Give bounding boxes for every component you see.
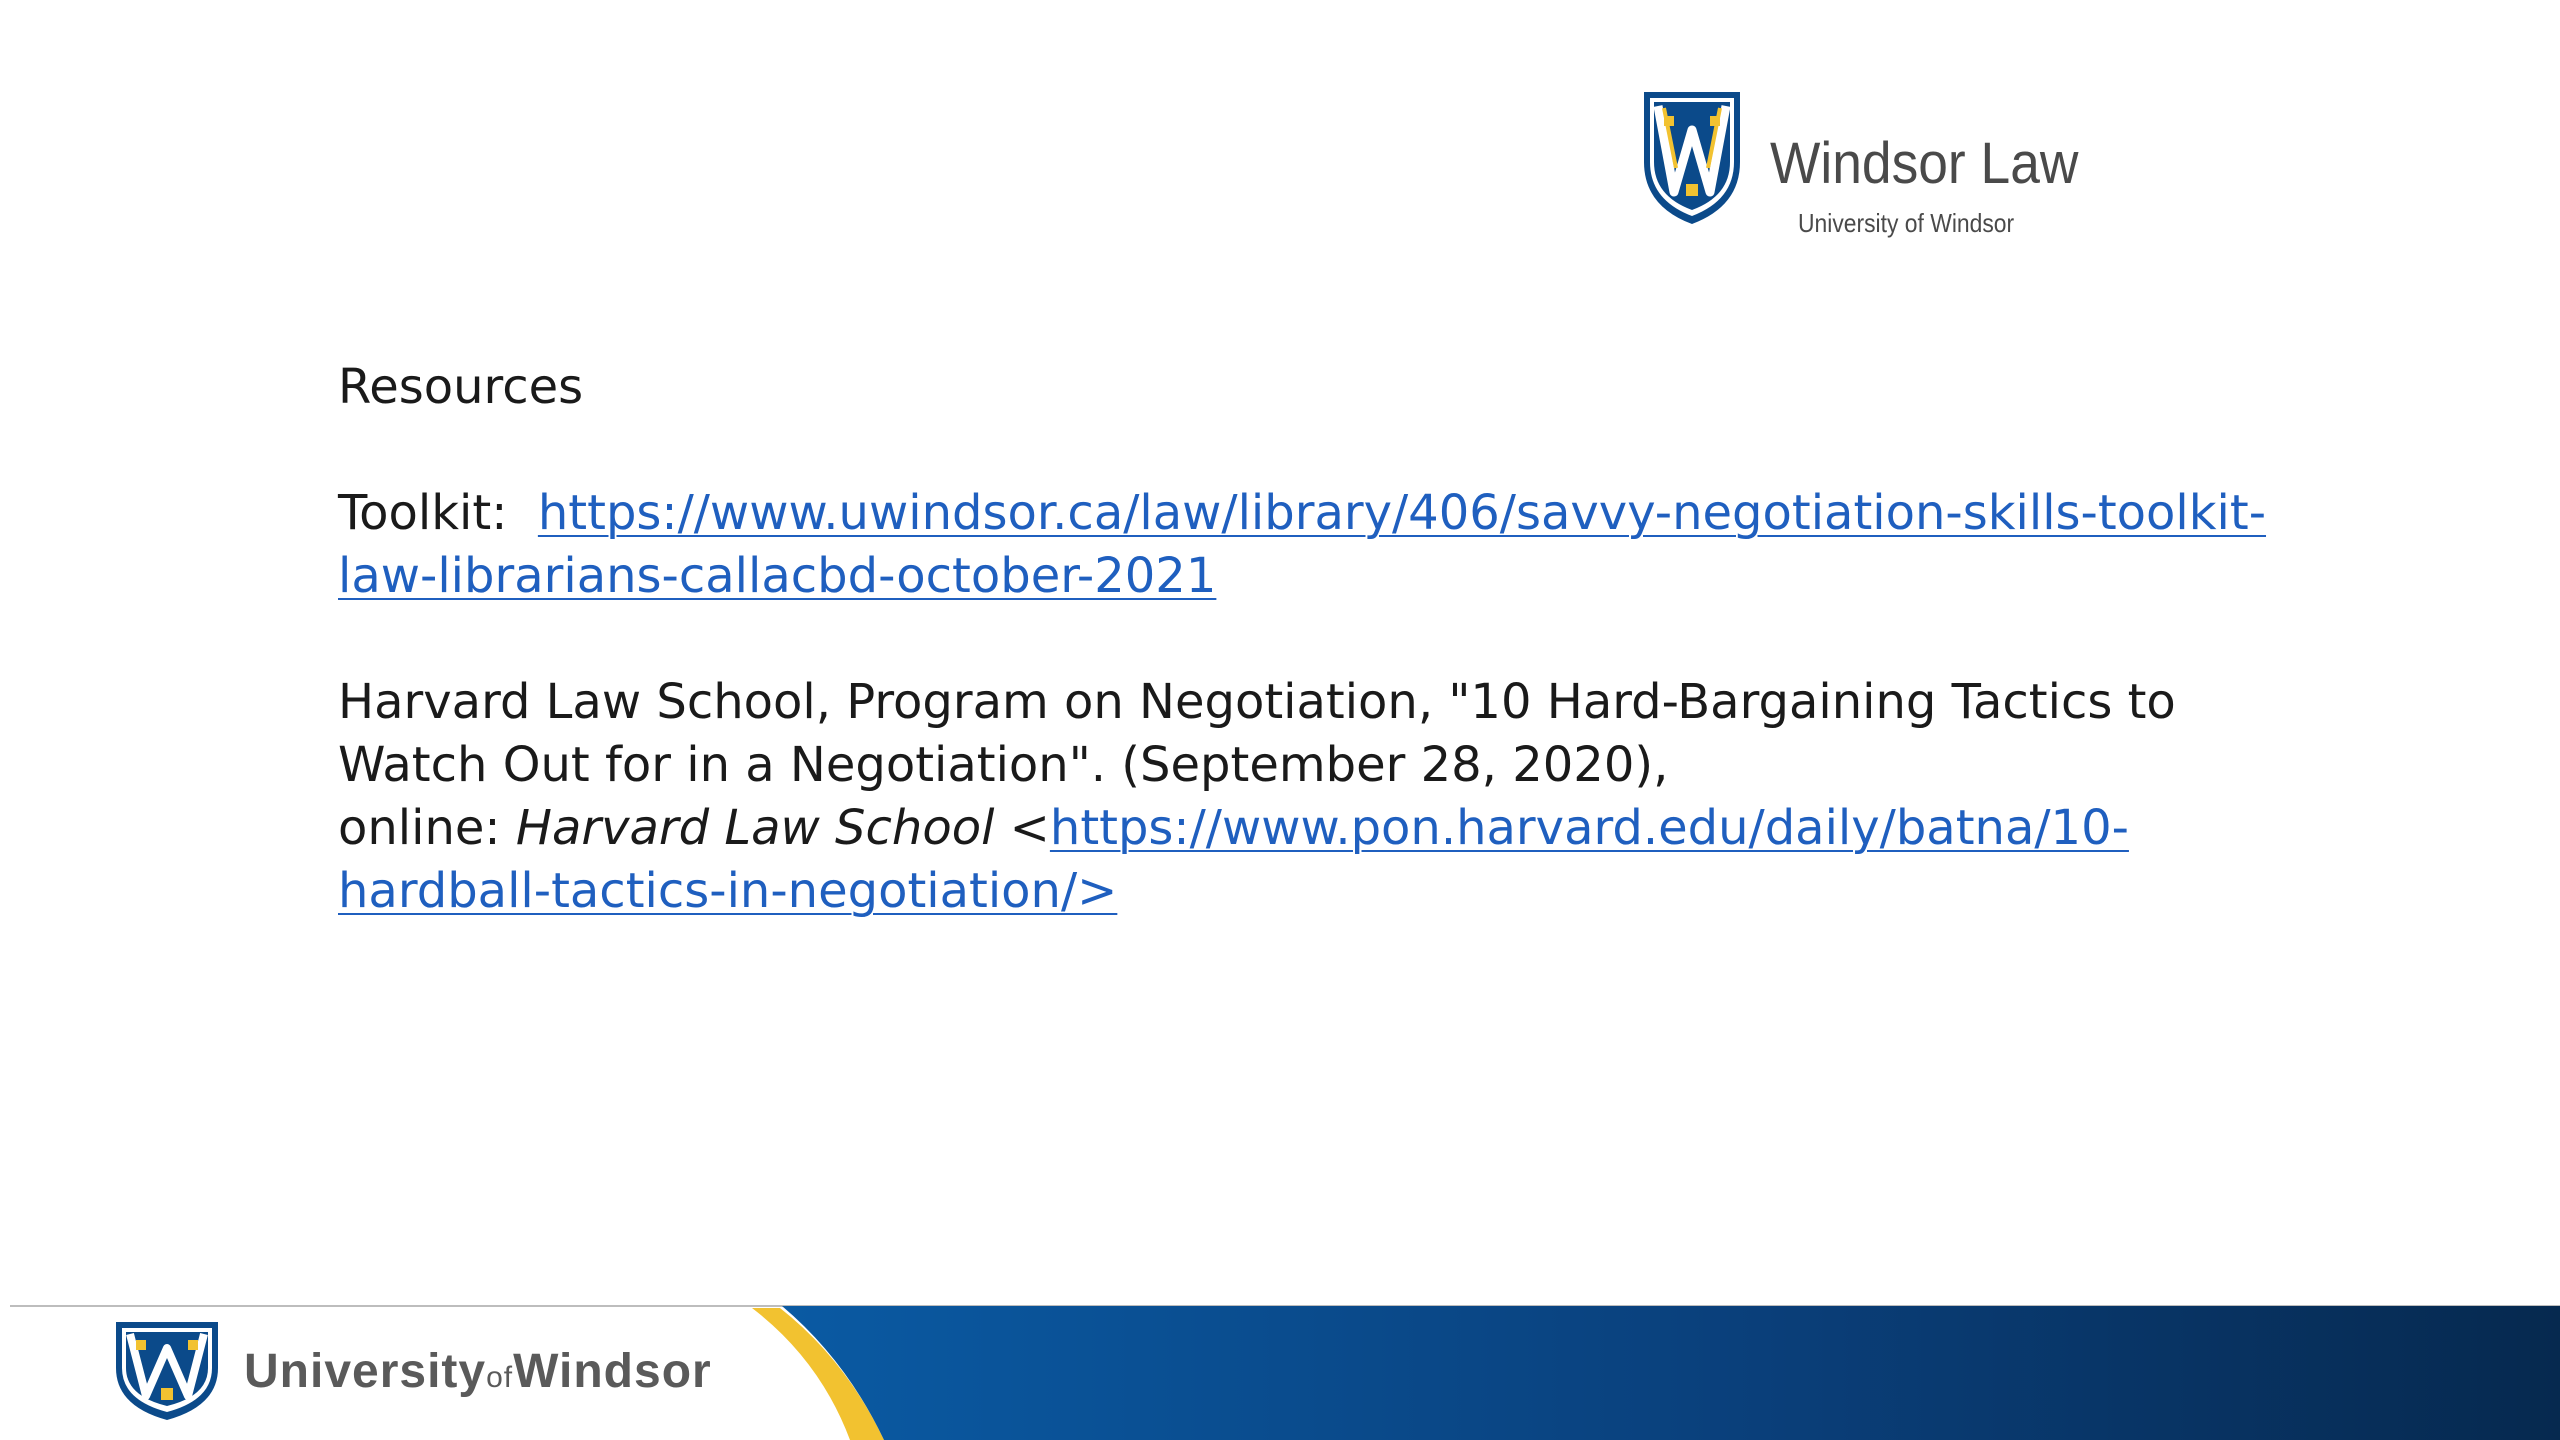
toolkit-link[interactable]: https://www.uwindsor.ca/law/library/406/savvy-negotiation-skills-toolkit-law-librarians-callacbd-october-2021 — [338, 485, 2267, 604]
citation-paragraph — [338, 671, 2318, 923]
toolkit-label: Toolkit: — [338, 485, 508, 541]
slide-content — [338, 356, 2318, 923]
footer-bar — [0, 1300, 2560, 1440]
wordmark-of: of — [486, 1361, 514, 1394]
university-shield-icon — [1640, 88, 1744, 228]
wordmark-windsor: Windsor — [513, 1345, 712, 1398]
open-bracket: < — [1009, 800, 1050, 856]
online-label: online: — [338, 800, 501, 856]
wordmark-university: University — [244, 1345, 487, 1398]
university-wordmark — [244, 1344, 712, 1399]
citation-source: Harvard Law School — [515, 800, 995, 856]
windsor-law-wordmark: Windsor Law — [1770, 131, 2079, 196]
windsor-law-subtitle: University of Windsor — [1798, 208, 2015, 238]
footer-shield-icon — [112, 1318, 222, 1422]
windsor-law-logo — [1640, 88, 2080, 238]
citation-text: Harvard Law School, Program on Negotiation, "10 Hard-Bargaining Tactics to Watch Out for in a Negotiation". (September 28, 2020), — [338, 674, 2176, 793]
slide-heading: Resources — [338, 359, 584, 415]
toolkit-paragraph — [338, 482, 2318, 608]
harvard-link[interactable]: https://www.pon.harvard.edu/daily/batna/10-hardball-tactics-in-negotiation/> — [338, 800, 2129, 919]
